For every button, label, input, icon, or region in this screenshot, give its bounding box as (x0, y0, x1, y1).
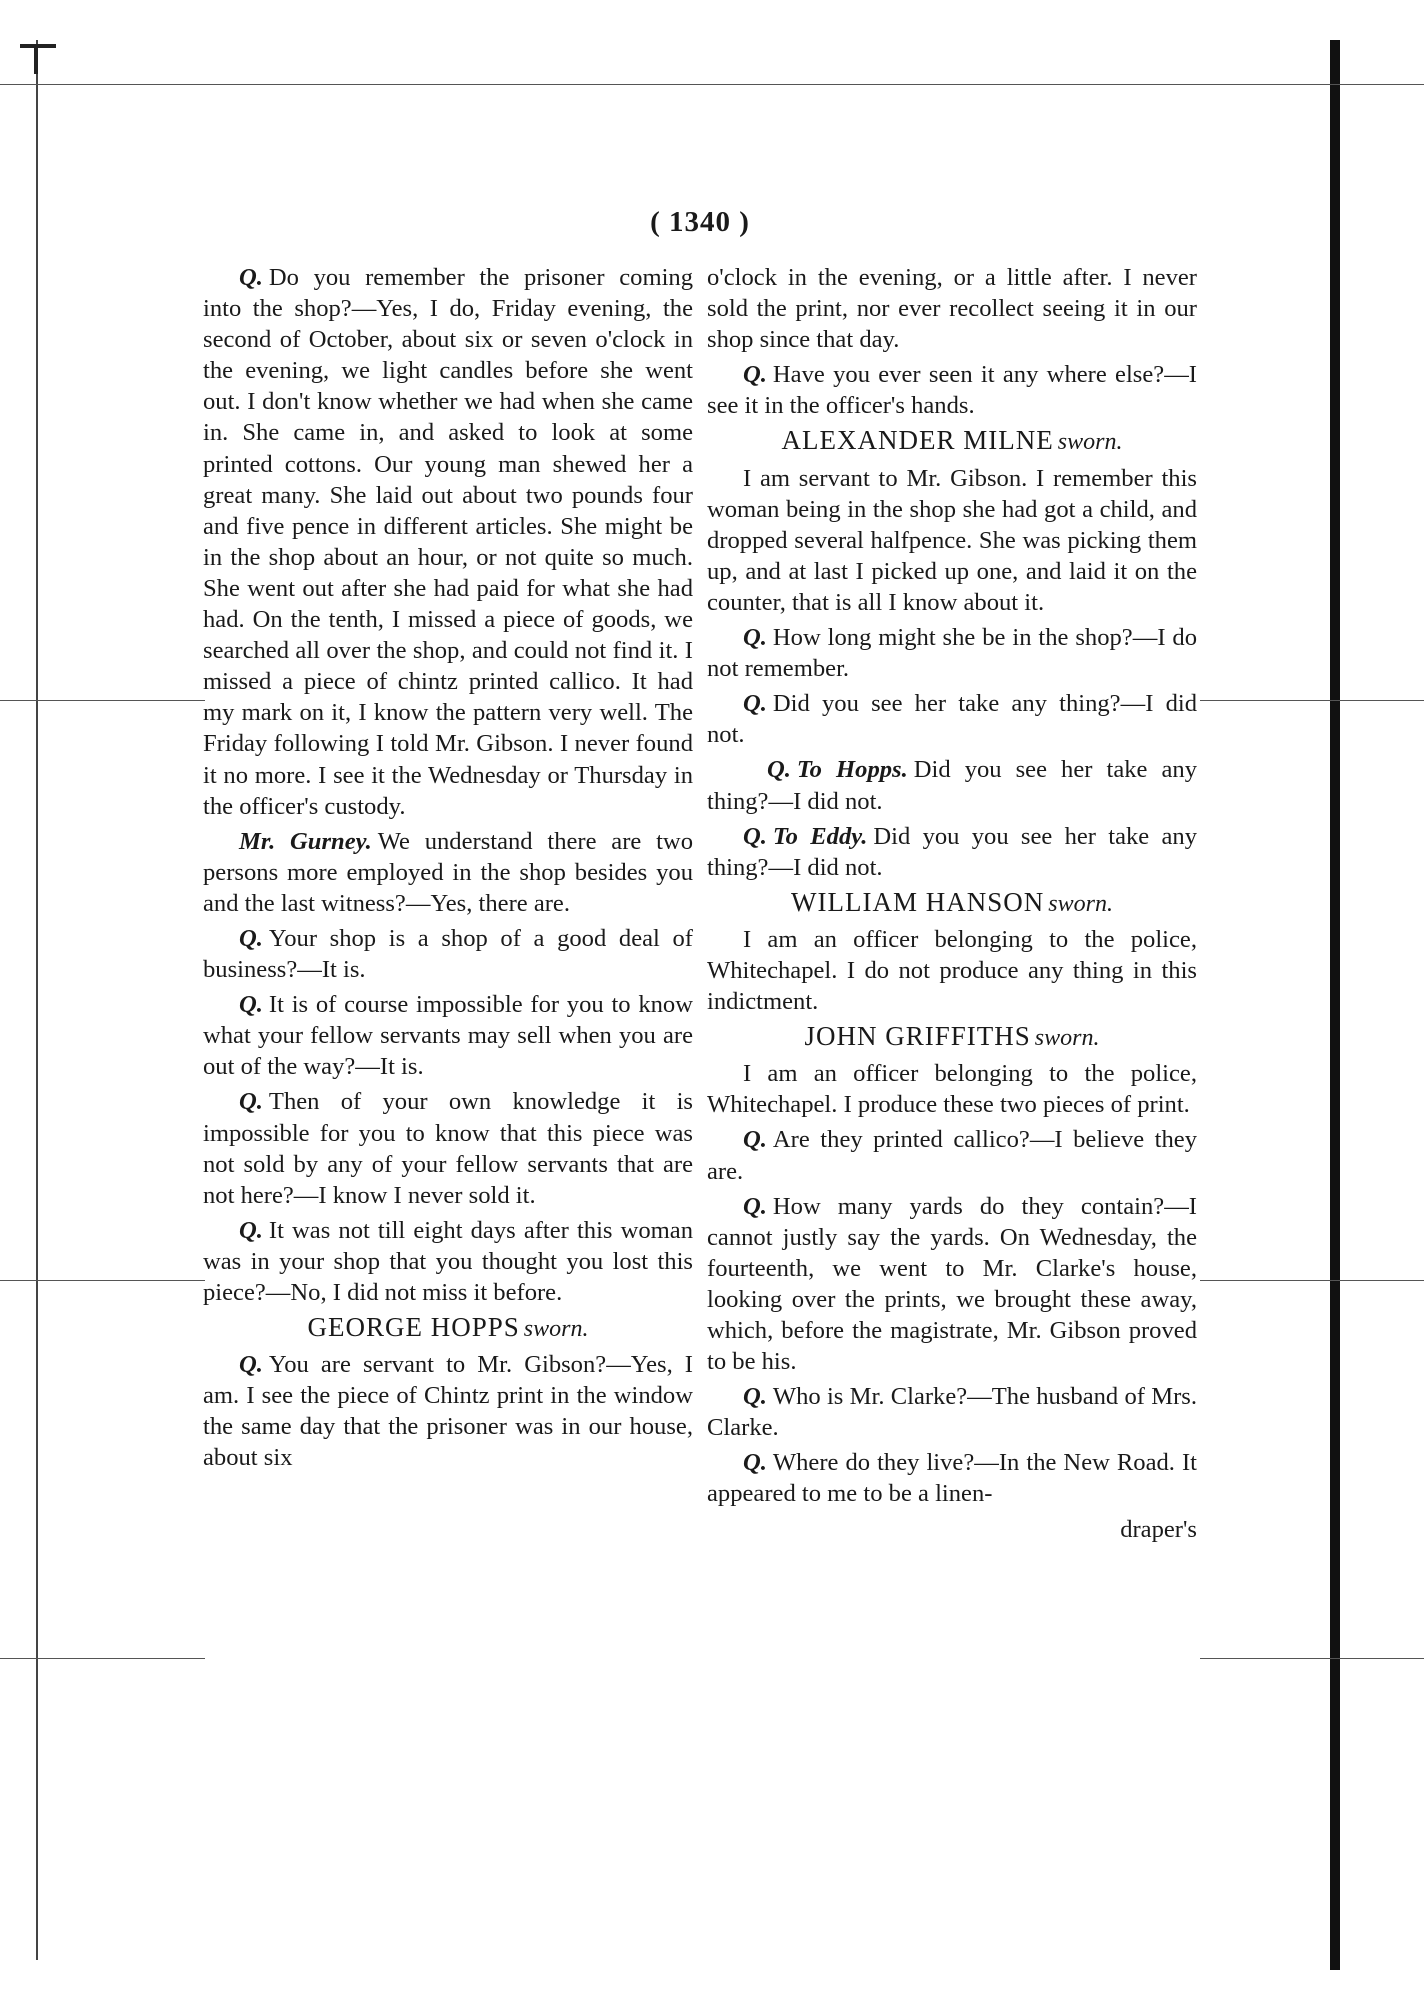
paragraph (707, 688, 1197, 750)
witness-name: GEORGE HOPPS (307, 1312, 520, 1343)
question-mark-q: Q. (239, 991, 263, 1019)
paragraph-text: How long might she be in the shop?—I do not remember. (707, 624, 1197, 683)
paragraph-text: It is of course impossible for you to know what your fellow servants may sell when you are out of the way?—It is. (203, 991, 693, 1081)
question-mark-q: Q. (743, 1449, 767, 1477)
paragraph-text: I am servant to Mr. Gibson. I remember this woman being in the shop she had got a child, and dropped several halfpence. She was picking them up, and at last I picked up one, and laid it on the counter, that is all I know about it. (707, 464, 1197, 616)
sworn-label: sworn. (1034, 1025, 1100, 1052)
question-mark-q: Q. (239, 264, 263, 291)
witness-heading-hopps (203, 1312, 693, 1345)
right-column (707, 262, 1197, 1545)
paragraph-text: It was not till eight days after this woman was in your shop that you thought you lost this piece?—No, I did not miss it before. (203, 1216, 693, 1306)
sworn-label: sworn. (1057, 429, 1123, 456)
left-tick-2 (0, 1280, 205, 1281)
paragraph (707, 1381, 1197, 1443)
paragraph (707, 1124, 1197, 1186)
question-mark-q: Q. (239, 1216, 263, 1244)
left-column (203, 262, 693, 1478)
paragraph-text: Your shop is a shop of a good deal of business?—It is. (203, 924, 693, 984)
paragraph-text: Where do they live?—In the New Road. It appeared to me to be a linen- (707, 1449, 1197, 1508)
sworn-label: sworn. (523, 1316, 589, 1343)
question-mark-q: Q. (239, 924, 263, 952)
question-mark-q: Q. (743, 822, 767, 850)
paragraph-text: I am an officer belonging to the police, Whitechapel. I do not produce any thing in this indictment. (707, 925, 1197, 1016)
question-mark-q: Q. (743, 624, 767, 652)
question-mark-q: Q. (767, 756, 791, 784)
paragraph-text: Did you see her take any thing?—I did not. (707, 756, 1197, 815)
witness-heading-milne (707, 425, 1197, 458)
right-tick-3 (1200, 1658, 1424, 1659)
paragraph (203, 1215, 693, 1308)
paragraph-text: Are they printed callico?—I believe they are. (707, 1126, 1197, 1185)
paragraph-text: I am an officer belonging to the police, Whitechapel. I produce these two pieces of print. (707, 1060, 1197, 1119)
paragraph-text: Have you ever seen it any where else?—I see it in the officer's hands. (707, 361, 1197, 420)
top-crop-mark (20, 44, 56, 48)
witness-name: JOHN GRIFFITHS (804, 1021, 1031, 1052)
question-mark-q: Q. (743, 1126, 767, 1154)
paragraph-text: We understand there are two persons more employed in the shop besides you and the last witness?—Yes, there are. (203, 827, 693, 917)
right-tick-1 (1200, 700, 1424, 701)
paragraph (707, 262, 1197, 355)
paragraph (707, 1058, 1197, 1120)
left-tick-1 (0, 700, 205, 701)
catchword: draper's (1120, 1515, 1197, 1543)
speaker-label: To Eddy. (772, 822, 868, 850)
sworn-label: sworn. (1048, 890, 1113, 917)
question-mark-q: Q. (239, 1088, 263, 1116)
witness-name: WILLIAM HANSON (791, 886, 1045, 917)
witness-heading-griffiths (707, 1021, 1197, 1054)
right-edge-bar (1330, 40, 1340, 1970)
paragraph-text: Did you see her take any thing?—I did not. (707, 690, 1197, 749)
paragraph (203, 826, 693, 919)
page-number: ( 1340 ) (650, 206, 750, 238)
paragraph (203, 923, 693, 985)
paragraph (707, 359, 1197, 421)
paragraph (707, 1191, 1197, 1378)
left-margin-rule (36, 40, 38, 1960)
paragraph-text: Do you remember the prisoner coming into the shop?—Yes, I do, Friday evening, the second of October, about six or seven o'clock in the evening, we light candles before she went out. I don't know whether we had when she came in. She came in, and asked to look at some printed cottons. Our young man shewed her a great many. She laid out about two pounds four and five pence in different articles. She might be in the shop about an hour, or not quite so much. She went out after she had paid for what she had had. On the tenth, I missed a piece of goods, we searched all over the shop, and could not find it. I missed a piece of chintz printed callico. It had my mark on it, I know the pattern very well. The Friday following I told Mr. Gibson. I never found it no more. I see it the Wednesday or Thursday in the officer's custody. (203, 264, 693, 820)
left-tick-3 (0, 1658, 205, 1659)
paragraph (203, 1349, 693, 1473)
question-mark-q: Q. (743, 1383, 767, 1411)
paragraph (707, 754, 1197, 816)
paragraph (203, 1086, 693, 1210)
paragraph (707, 821, 1197, 883)
question-mark-q: Q. (743, 361, 767, 389)
paragraph (707, 622, 1197, 684)
paragraph-text: You are servant to Mr. Gibson?—Yes, I am. I see the piece of Chintz print in the window the same day that the prisoner was in our house, about six (203, 1351, 693, 1472)
witness-name: ALEXANDER MILNE (781, 425, 1054, 456)
top-crop-mark-stem (34, 44, 38, 74)
paragraph-text: Then of your own knowledge it is impossible for you to know that this piece was not sold by any of your fellow servants that are not here?—I know I never sold it. (203, 1088, 693, 1209)
witness-heading-hanson (707, 887, 1197, 920)
top-scan-line (0, 84, 1424, 85)
paragraph-text: How many yards do they contain?—I cannot justly say the yards. On Wednesday, the fourteenth, we went to Mr. Clarke's house, looking over the prints, we brought these away, which, before the magistrate, Mr. Gibson proved to be his. (707, 1192, 1197, 1376)
paragraph-text: Who is Mr. Clarke?—The husband of Mrs. Clarke. (707, 1383, 1197, 1442)
question-mark-q: Q. (239, 1351, 263, 1379)
paragraph (707, 1447, 1197, 1509)
paragraph-text: Did you you see her take any thing?—I did not. (707, 822, 1197, 881)
question-mark-q: Q. (743, 690, 767, 718)
paragraph (707, 463, 1197, 618)
paragraph (203, 262, 693, 822)
paragraph (203, 989, 693, 1082)
paragraph-text: o'clock in the evening, or a little after. I never sold the print, nor ever recollect seeing it in our shop since that day. (707, 264, 1197, 354)
right-tick-2 (1200, 1280, 1424, 1281)
paragraph (707, 924, 1197, 1017)
speaker-label: Mr. Gurney. (239, 827, 372, 855)
speaker-label: To Hopps. (796, 756, 908, 784)
question-mark-q: Q. (743, 1192, 767, 1220)
